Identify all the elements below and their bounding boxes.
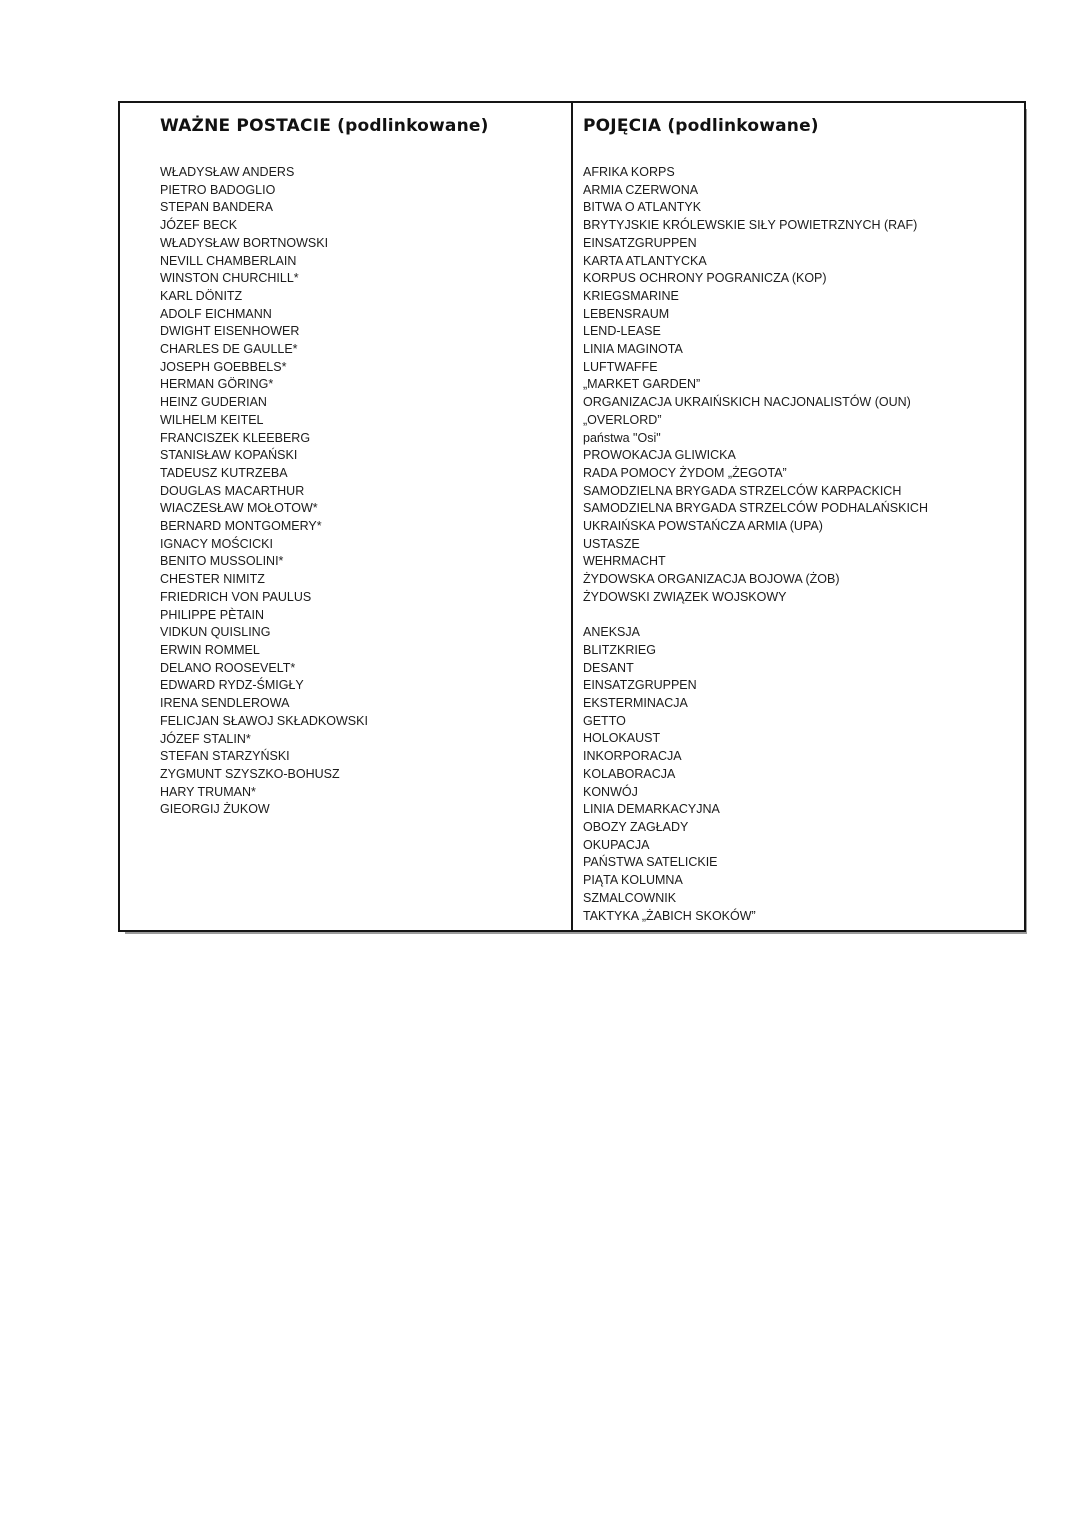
concepts-list-terms (583, 624, 1016, 925)
linked-list-item[interactable]: HARY TRUMAN* (160, 784, 256, 799)
linked-list-item[interactable]: ARMIA CZERWONA (583, 182, 699, 197)
linked-list-item[interactable]: EKSTERMINACJA (583, 696, 688, 711)
linked-list-item[interactable]: OKUPACJA (583, 837, 650, 852)
figures-list (160, 164, 559, 819)
right-column-title: POJĘCIA (podlinkowane) (583, 116, 819, 136)
linked-list-item[interactable]: BLITZKRIEG (583, 642, 656, 657)
left-column-title: WAŻNE POSTACIE (podlinkowane) (160, 116, 489, 136)
linked-list-item[interactable]: DOUGLAS MACARTHUR (160, 483, 305, 498)
linked-list-item[interactable]: FRANCISZEK KLEEBERG (160, 430, 311, 445)
linked-list-item[interactable]: DELANO ROOSEVELT* (160, 660, 296, 675)
linked-list-item[interactable]: FELICJAN SŁAWOJ SKŁADKOWSKI (160, 713, 368, 728)
linked-list-item[interactable]: LEBENSRAUM (583, 306, 670, 321)
linked-list-item[interactable]: JÓZEF STALIN* (160, 731, 251, 746)
linked-list-item[interactable]: KARTA ATLANTYCKA (583, 253, 707, 268)
linked-list-item[interactable]: TADEUSZ KUTRZEBA (160, 465, 288, 480)
linked-list-item[interactable]: PROWOKACJA GLIWICKA (583, 448, 736, 463)
linked-list-item[interactable]: państwa "Osi" (583, 430, 661, 445)
linked-list-item[interactable]: IRENA SENDLEROWA (160, 696, 290, 711)
linked-list-item[interactable]: ŻYDOWSKA ORGANIZACJA BOJOWA (ŻOB) (583, 572, 840, 587)
linked-list-item[interactable]: BERNARD MONTGOMERY* (160, 519, 322, 534)
linked-list-item[interactable]: ADOLF EICHMANN (160, 306, 272, 321)
linked-list-item[interactable]: KRIEGSMARINE (583, 288, 679, 303)
linked-list-item[interactable]: KOLABORACJA (583, 766, 676, 781)
linked-list-item[interactable]: HOLOKAUST (583, 731, 661, 746)
linked-list-item[interactable]: WŁADYSŁAW BORTNOWSKI (160, 235, 329, 250)
linked-list-item[interactable]: DESANT (583, 660, 634, 675)
linked-list-item[interactable]: CHESTER NIMITZ (160, 572, 265, 587)
column-concepts (573, 103, 1024, 930)
linked-list-item[interactable]: OBOZY ZAGŁADY (583, 820, 689, 834)
linked-list-item[interactable]: ERWIN ROMMEL (160, 642, 260, 657)
concepts-list-organizations (583, 164, 1016, 607)
linked-list-item[interactable]: LINIA DEMARKACYJNA (583, 802, 720, 817)
linked-list-item[interactable]: KORPUS OCHRONY POGRANICZA (KOP) (583, 271, 827, 286)
linked-list-item[interactable]: SAMODZIELNA BRYGADA STRZELCÓW PODHALAŃSKICH (583, 501, 928, 516)
linked-list-item[interactable]: PIETRO BADOGLIO (160, 182, 276, 197)
linked-list-item[interactable]: FRIEDRICH VON PAULUS (160, 589, 312, 604)
linked-list-item[interactable]: WIACZESŁAW MOŁOTOW* (160, 501, 318, 516)
linked-list-item[interactable]: LINIA MAGINOTA (583, 342, 683, 357)
linked-list-item[interactable]: PIĄTA KOLUMNA (583, 873, 683, 888)
linked-list-item[interactable]: PHILIPPE PÈTAIN (160, 607, 264, 622)
linked-list-item[interactable]: WILHELM KEITEL (160, 412, 264, 427)
linked-list-item[interactable]: KARL DÖNITZ (160, 288, 243, 303)
linked-list-item[interactable]: WŁADYSŁAW ANDERS (160, 165, 295, 179)
linked-list-item[interactable]: GETTO (583, 713, 626, 728)
linked-list-item[interactable]: BRYTYJSKIE KRÓLEWSKIE SIŁY POWIETRZNYCH (RAF) (583, 218, 918, 233)
linked-list-item[interactable]: HEINZ GUDERIAN (160, 395, 267, 410)
linked-list-item[interactable]: LEND-LEASE (583, 324, 661, 339)
linked-list-item[interactable]: KONWÓJ (583, 784, 638, 799)
linked-list-item[interactable]: WEHRMACHT (583, 554, 666, 569)
linked-list-item[interactable]: „MARKET GARDEN” (583, 377, 701, 392)
linked-list-item[interactable]: ANEKSJA (583, 625, 640, 640)
list-group-spacer (583, 607, 1016, 625)
linked-list-item[interactable]: JOSEPH GOEBBELS* (160, 359, 287, 374)
linked-list-item[interactable]: BENITO MUSSOLINI* (160, 554, 284, 569)
linked-list-item[interactable]: LUFTWAFFE (583, 359, 658, 374)
linked-list-item[interactable]: STEPAN BANDERA (160, 200, 273, 215)
linked-list-item[interactable]: IGNACY MOŚCICKI (160, 536, 273, 551)
linked-list-item[interactable]: HERMAN GÖRING* (160, 377, 274, 392)
linked-list-item[interactable]: ZYGMUNT SZYSZKO-BOHUSZ (160, 766, 340, 781)
linked-list-item[interactable]: PAŃSTWA SATELICKIE (583, 855, 718, 870)
linked-list-item[interactable]: SAMODZIELNA BRYGADA STRZELCÓW KARPACKICH (583, 483, 902, 498)
linked-list-item[interactable]: DWIGHT EISENHOWER (160, 324, 300, 339)
linked-list-item[interactable]: VIDKUN QUISLING (160, 625, 271, 640)
linked-list-item[interactable]: INKORPORACJA (583, 749, 682, 764)
linked-list-item[interactable]: CHARLES DE GAULLE* (160, 342, 298, 357)
linked-list-item[interactable]: UKRAIŃSKA POWSTAŃCZA ARMIA (UPA) (583, 519, 823, 534)
linked-list-item[interactable]: USTASZE (583, 536, 640, 551)
linked-list-item[interactable]: EINSATZGRUPPEN (583, 235, 697, 250)
linked-list-item[interactable]: NEVILL CHAMBERLAIN (160, 253, 297, 268)
linked-list-item[interactable]: SZMALCOWNIK (583, 890, 677, 905)
linked-list-item[interactable]: RADA POMOCY ŻYDOM „ŻEGOTA” (583, 465, 787, 480)
linked-list-item[interactable]: EINSATZGRUPPEN (583, 678, 697, 693)
linked-list-item[interactable]: STEFAN STARZYŃSKI (160, 749, 290, 764)
linked-list-item[interactable]: ŻYDOWSKI ZWIĄZEK WOJSKOWY (583, 589, 787, 604)
linked-list-item[interactable]: BITWA O ATLANTYK (583, 200, 702, 215)
linked-list-item[interactable]: STANISŁAW KOPAŃSKI (160, 448, 298, 463)
linked-list-item[interactable]: ORGANIZACJA UKRAIŃSKICH NACJONALISTÓW (OUN) (583, 395, 911, 410)
linked-list-item[interactable]: EDWARD RYDZ-ŚMIGŁY (160, 678, 304, 693)
two-column-table (118, 101, 1026, 932)
column-important-figures (120, 103, 573, 930)
linked-list-item[interactable]: AFRIKA KORPS (583, 165, 675, 179)
linked-list-item[interactable]: WINSTON CHURCHILL* (160, 271, 299, 286)
linked-list-item[interactable]: TAKTYKA „ŻABICH SKOKÓW” (583, 908, 756, 923)
linked-list-item[interactable]: GIEORGIJ ŻUKOW (160, 802, 270, 817)
linked-list-item[interactable]: „OVERLORD” (583, 412, 662, 427)
linked-list-item[interactable]: JÓZEF BECK (160, 218, 238, 233)
